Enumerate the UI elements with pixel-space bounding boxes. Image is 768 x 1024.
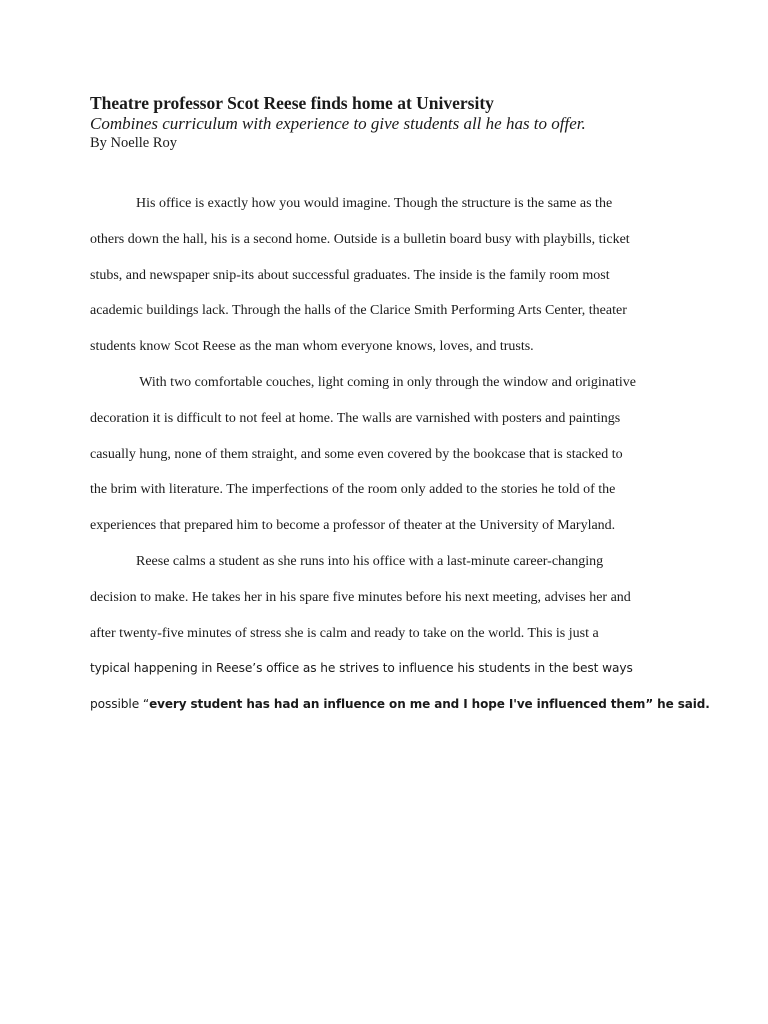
paragraph-line: students know Scot Reese as the man whom everyone knows, loves, and trusts. xyxy=(90,339,534,355)
paragraph-line: His office is exactly how you would imagine. Though the structure is the same as the xyxy=(136,196,613,211)
paragraph-line: the brim with literature. The imperfections of the room only added to the stories he told of the xyxy=(90,482,616,498)
paragraph-line: experiences that prepared him to become a professor of theater at the University of Maryland. xyxy=(90,518,616,534)
paragraph-line: typical happening in Reese’s office as he strives to influence his students in the best ways xyxy=(90,661,633,676)
paragraph-line: stubs, and newspaper snip-its about successful graduates. The inside is the family room most xyxy=(90,267,610,283)
paragraph-1 xyxy=(90,186,680,365)
byline: By Noelle Roy xyxy=(90,135,177,151)
document-page xyxy=(90,93,710,712)
paragraph-line: Reese calms a student as she runs into his office with a last-minute career-changing xyxy=(136,553,604,569)
paragraph-line: casually hung, none of them straight, and some even covered by the bookcase that is stacked to xyxy=(90,446,623,462)
paragraph-line: after twenty-five minutes of stress she is calm and ready to take on the world. This is just a xyxy=(90,625,599,641)
paragraph-last-line xyxy=(90,687,710,723)
headline: Theatre professor Scot Reese finds home at University xyxy=(90,93,494,113)
paragraph-2 xyxy=(90,365,680,544)
quote-prefix: possible “ xyxy=(90,697,150,712)
paragraph-3 xyxy=(90,544,710,723)
paragraph-line: decoration it is difficult to not feel at home. The walls are varnished with posters and paintings xyxy=(90,410,621,426)
paragraph-line: academic buildings lack. Through the halls of the Clarice Smith Performing Arts Center, theater xyxy=(90,303,627,319)
paragraph-line: decision to make. He takes her in his spare five minutes before his next meeting, advises her and xyxy=(90,589,631,605)
article-body xyxy=(90,186,710,723)
pull-quote: every student has had an influence on me and I hope I've influenced them” he said. xyxy=(149,697,710,712)
paragraph-line: others down the hall, his is a second home. Outside is a bulletin board busy with playbills, ticket xyxy=(90,231,630,247)
paragraph-line: With two comfortable couches, light coming in only through the window and originative xyxy=(136,374,636,390)
subhead: Combines curriculum with experience to give students all he has to offer. xyxy=(90,114,586,133)
